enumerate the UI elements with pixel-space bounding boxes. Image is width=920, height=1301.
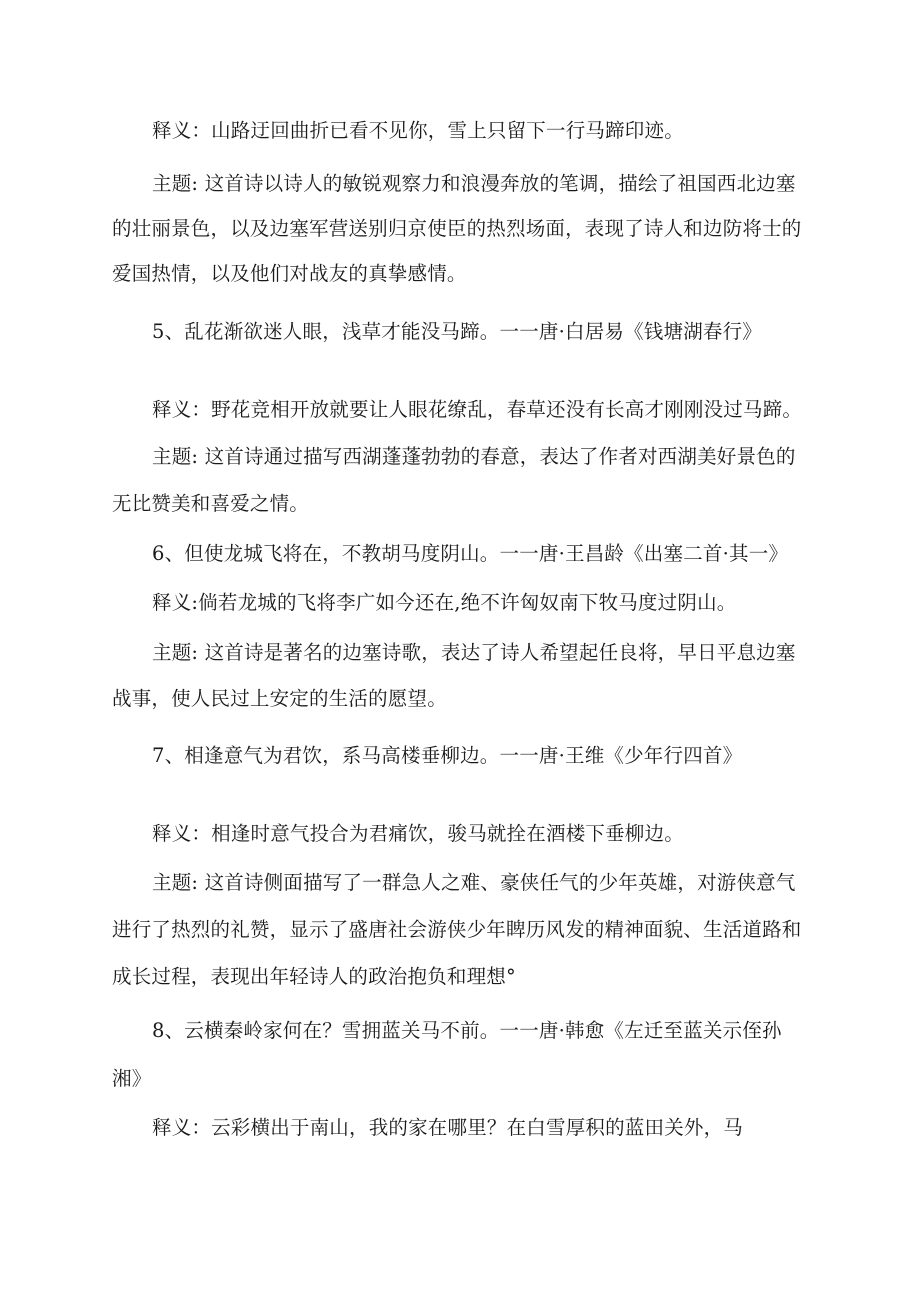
text-line: 进行了热烈的礼赞，显示了盛唐社会游侠少年睥历风发的精神面貌、生活道路和 [112, 918, 802, 941]
text-line: 主题: 这首诗以诗人的敏锐观察力和浪漫奔放的笔调，描绘了祖国西北边塞 [152, 172, 796, 195]
text-line: 成长过程，表现出年轻诗人的政治抱负和理想° [112, 965, 516, 988]
text-line: 7、相逢意气为君饮，系马高楼垂柳边。一一唐·王维《少年行四首》 [152, 744, 743, 767]
text-line: 湘》 [112, 1067, 152, 1090]
text-line: 释义：山路迂回曲折已看不见你，雪上只留下一行马蹄印迹。 [152, 119, 684, 142]
text-line: 6、但使龙城飞将在，不教胡马度阴山。一一唐·王昌龄《出塞二首·其一》 [152, 542, 789, 565]
text-line: 释义：云彩横出于南山，我的家在哪里？在白雪厚积的蓝田关外，马 [152, 1116, 744, 1139]
text-line: 的壮丽景色，以及边塞军营送别归京使臣的热烈场面，表现了诗人和边防将士的 [112, 217, 802, 240]
text-line: 主题: 这首诗侧面描写了一群急人之难、豪侠任气的少年英雄，对游侠意气 [152, 871, 796, 894]
text-line: 战事，使人民过上安定的生活的愿望。 [112, 687, 447, 710]
text-line: 8、云横秦岭家何在？雪拥蓝关马不前。一一唐·韩愈《左迁至蓝关示侄孙 [152, 1019, 782, 1042]
text-line: 无比赞美和喜爱之情。 [112, 492, 310, 515]
text-line: 释义：野花竞相开放就要让人眼花缭乱，春草还没有长高才刚刚没过马蹄。 [152, 398, 803, 421]
text-line: 主题: 这首诗是著名的边塞诗歌，表达了诗人希望起任良将，早日平息边塞 [152, 641, 796, 664]
text-line: 主题: 这首诗通过描写西湖蓬蓬勃勃的春意，表达了作者对西湖美好景色的 [152, 445, 796, 468]
text-line: 爱国热情，以及他们对战友的真挚感情。 [112, 262, 467, 285]
text-line: 5、乱花渐欲迷人眼，浅草才能没马蹄。一一唐·白居易《钱塘湖春行》 [152, 320, 763, 343]
text-line: 释义：相逢时意气投合为君痛饮，骏马就拴在酒楼下垂柳边。 [152, 822, 684, 845]
text-line: 释义:倘若龙城的飞将李广如今还在,绝不许匈奴南下牧马度过阴山。 [152, 591, 737, 614]
